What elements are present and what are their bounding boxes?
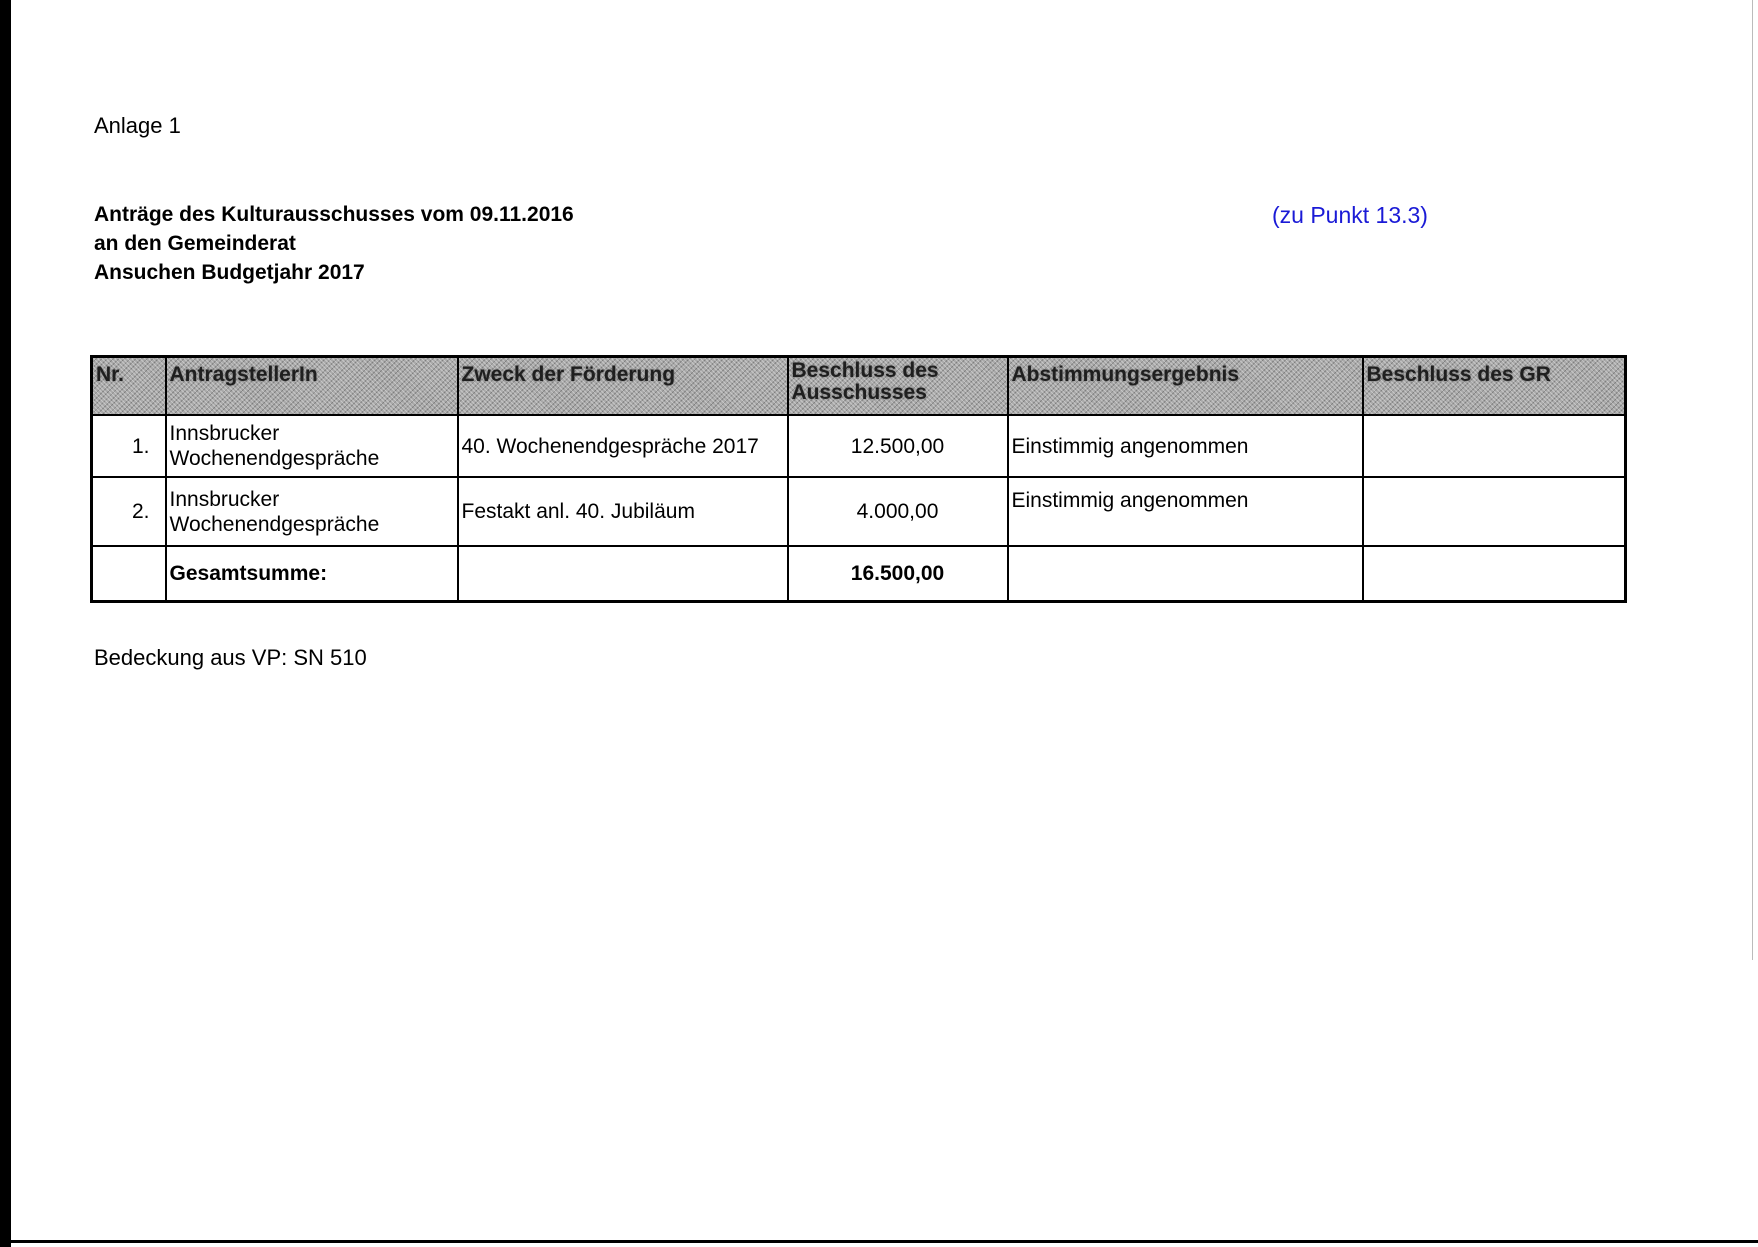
scan-edge-right	[1752, 0, 1753, 960]
header-vote-result: Abstimmungsergebnis	[1008, 357, 1363, 416]
total-label: Gesamtsumme:	[166, 546, 458, 602]
total-amount: 16.500,00	[788, 546, 1008, 602]
header-purpose: Zweck der Förderung	[458, 357, 788, 416]
table-total-row	[92, 546, 1626, 602]
header-applicant: AntragstellerIn	[166, 357, 458, 416]
title-line-1: Anträge des Kulturausschusses vom 09.11.2016	[94, 203, 574, 226]
cell-amount: 4.000,00	[788, 477, 1008, 546]
cell-applicant: Innsbrucker Wochenendgespräche	[166, 477, 458, 546]
header-committee-decision: Beschluss des Ausschusses	[788, 357, 1008, 416]
cell-council-decision	[1363, 415, 1626, 477]
scan-edge-bottom	[0, 1240, 1758, 1243]
scan-edge-left	[0, 0, 11, 1247]
header-council-decision: Beschluss des GR	[1363, 357, 1626, 416]
cell-council-decision	[1363, 477, 1626, 546]
cell-vote-result: Einstimmig angenommen	[1008, 477, 1363, 546]
cell-purpose: 40. Wochenendgespräche 2017	[458, 415, 788, 477]
cell-empty	[1008, 546, 1363, 602]
applications-table	[90, 355, 1627, 603]
coverage-note: Bedeckung aus VP: SN 510	[94, 645, 367, 670]
title-line-3: Ansuchen Budgetjahr 2017	[94, 261, 365, 284]
document-title	[94, 200, 574, 287]
table-header-row	[92, 357, 1626, 416]
cell-purpose: Festakt anl. 40. Jubiläum	[458, 477, 788, 546]
title-line-2: an den Gemeinderat	[94, 232, 296, 255]
cell-empty	[458, 546, 788, 602]
cell-nr: 2.	[92, 477, 166, 546]
table-row	[92, 477, 1626, 546]
header-nr: Nr.	[92, 357, 166, 416]
table-row	[92, 415, 1626, 477]
cell-empty	[1363, 546, 1626, 602]
cell-applicant: Innsbrucker Wochenendgespräche	[166, 415, 458, 477]
cell-amount: 12.500,00	[788, 415, 1008, 477]
agenda-reference: (zu Punkt 13.3)	[1272, 202, 1428, 228]
cell-empty	[92, 546, 166, 602]
cell-vote-result: Einstimmig angenommen	[1008, 415, 1363, 477]
annex-label: Anlage 1	[94, 113, 181, 138]
cell-nr: 1.	[92, 415, 166, 477]
